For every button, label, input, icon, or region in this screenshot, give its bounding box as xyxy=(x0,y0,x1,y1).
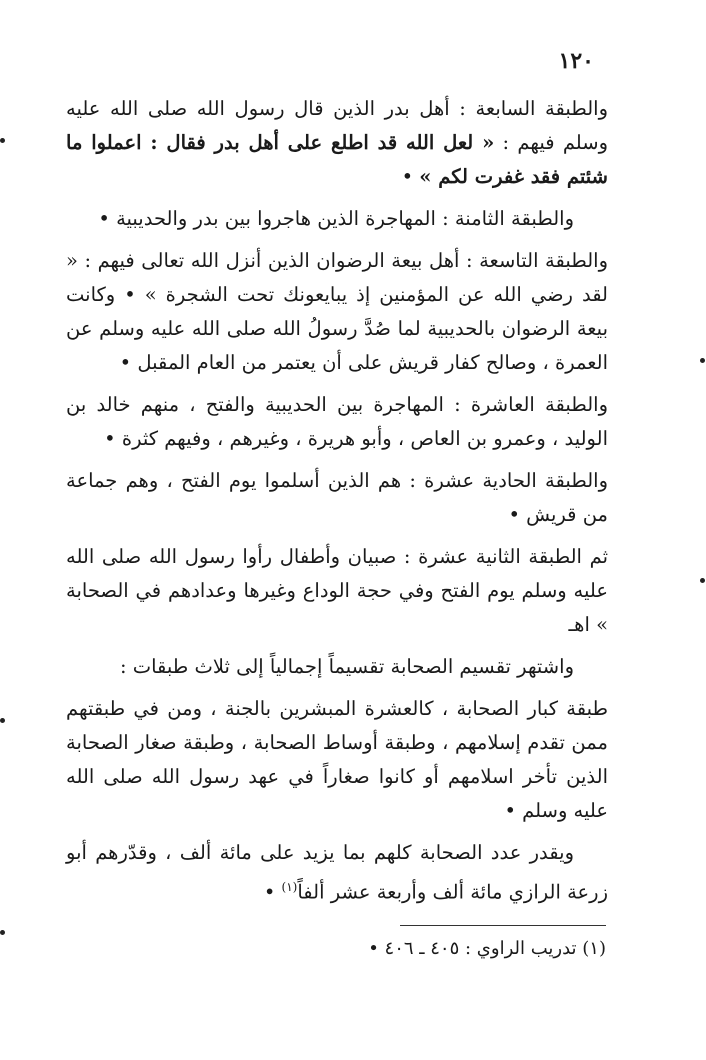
margin-mark xyxy=(700,578,705,583)
margin-mark xyxy=(700,358,705,363)
paragraph xyxy=(66,540,608,642)
paragraph xyxy=(66,244,608,380)
paragraph xyxy=(66,692,608,828)
main-text xyxy=(66,92,608,918)
paragraph-text: والطبقة السابعة : أهل بدر الذين قال رسول الله صلى الله عليه وسلم فيهم : xyxy=(66,97,609,154)
footnote: (١) تدريب الراوي : ٤٠٥ ـ ٤٠٦ • xyxy=(368,938,606,959)
paragraph-text: والطبقة العاشرة : المهاجرة بين الحديبية والفتح ، منهم خالد بن الوليد ، وعمرو بن العاص ، وأبو هريرة ، وغيرهم ، وفيهم كثرة • xyxy=(66,393,608,450)
paragraph-text: والطبقة الحادية عشرة : هم الذين أسلموا يوم الفتح ، وهم جماعة من قريش • xyxy=(66,469,608,526)
paragraph xyxy=(66,202,608,236)
paragraph xyxy=(66,464,608,532)
paragraph xyxy=(66,836,608,910)
paragraph-text: ثم الطبقة الثانية عشرة : صبيان وأطفال رأوا رسول الله صلى الله عليه وسلم يوم الفتح وفي حجة الوداع وغيرها وعدادهم في الصحابة » اهـ xyxy=(66,545,608,636)
paragraph-text: طبقة كبار الصحابة ، كالعشرة المبشرين بالجنة ، ومن في طبقتهم ممن تقدم إسلامهم ، وطبقة أوساط الصحابة ، وطبقة صغار الصحابة الذين تأخر اسلامهم أو كانوا صغاراً في عهد رسول الله صلى الله عليه وسلم • xyxy=(66,697,608,822)
paragraph-text: واشتهر تقسيم الصحابة تقسيماً إجمالياً إلى ثلاث طبقات : xyxy=(119,655,574,678)
paragraph-text: ويقدر عدد الصحابة كلهم بما يزيد على مائة ألف ، وقدّرهم أبو زرعة الرازي مائة ألف وأربعة عشر ألفاً xyxy=(66,841,608,904)
hadith-quote: « لعل الله قد اطلع على أهل بدر فقال : اعملوا ما شئتم فقد غفرت لكم » xyxy=(66,131,608,188)
paragraph-text: • xyxy=(263,880,282,904)
paragraph-text: والطبقة التاسعة : أهل بيعة الرضوان الذين أنزل الله تعالى فيهم : « لقد رضي الله عن المؤمنين إذ يبايعونك تحت الشجرة » • وكانت بيعة الرضوان بالحديبية لما صُدَّ رسولُ الله صلى الله عليه وسلم عن العمرة ، وصالح كفار قريش على أن يعتمر من العام المقبل • xyxy=(66,249,608,374)
paragraph-text: • xyxy=(401,165,420,188)
paragraph-text: والطبقة الثامنة : المهاجرة الذين هاجروا بين بدر والحديبية • xyxy=(98,207,574,230)
footnote-divider xyxy=(400,925,606,926)
paragraph xyxy=(66,650,608,684)
margin-mark xyxy=(0,718,5,723)
page-number: ١٢٠ xyxy=(558,48,594,74)
footnote-marker: (١) xyxy=(281,880,298,894)
paragraph xyxy=(66,388,608,456)
paragraph xyxy=(66,92,608,194)
margin-mark xyxy=(0,930,5,935)
margin-mark xyxy=(0,138,5,143)
